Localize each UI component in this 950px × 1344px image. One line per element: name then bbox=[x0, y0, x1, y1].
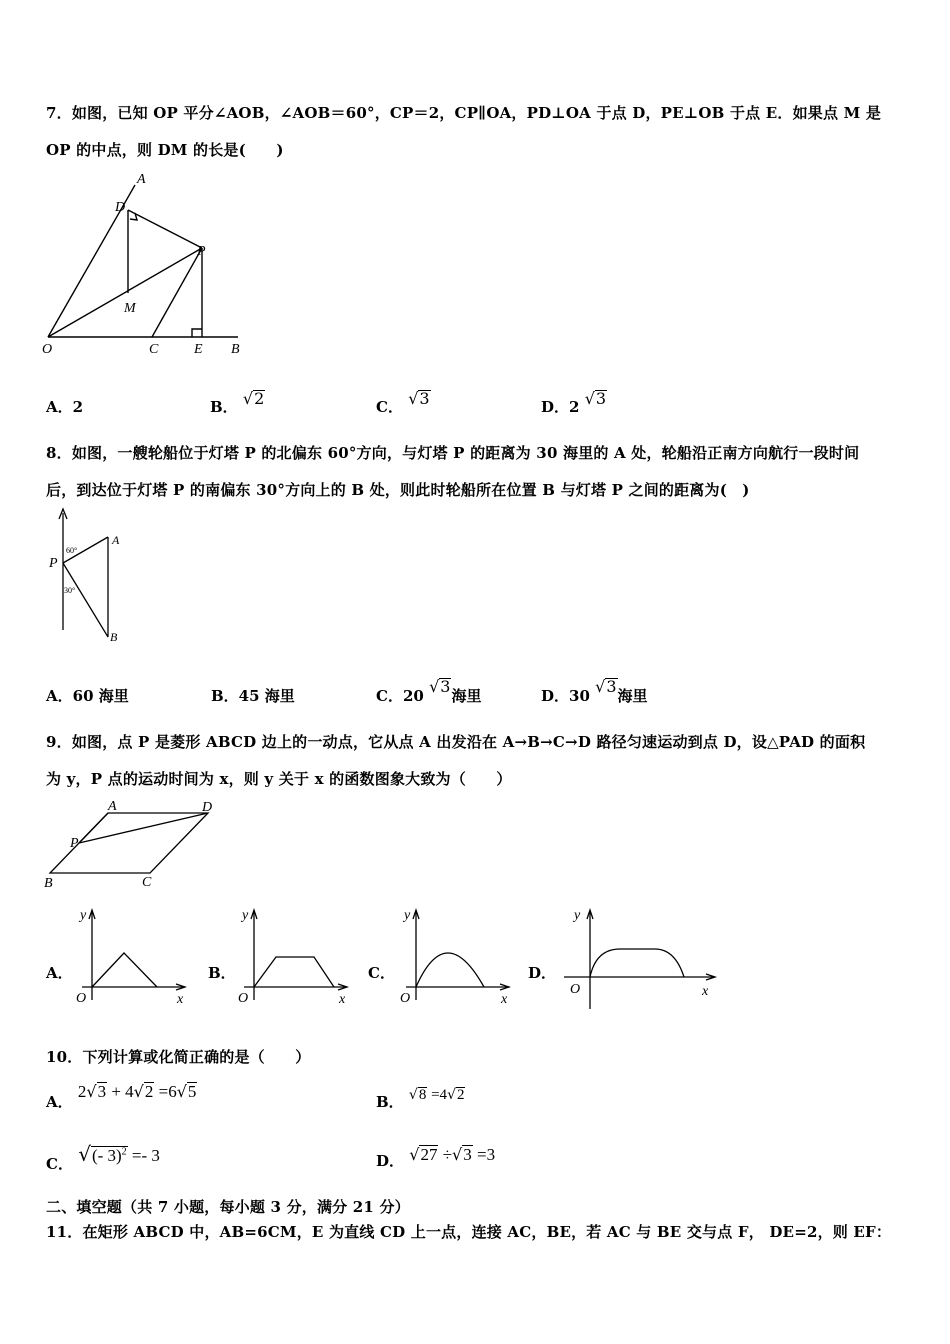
sqrt-symbol: √ bbox=[176, 1082, 187, 1101]
radicand: 3 bbox=[440, 677, 451, 696]
coefficient: 2 bbox=[569, 398, 580, 416]
origin-label: O bbox=[238, 991, 249, 1006]
x-label: x bbox=[177, 992, 184, 1007]
label-d: D bbox=[202, 800, 213, 815]
radicand: 3 bbox=[463, 1145, 472, 1164]
label-a: A bbox=[108, 799, 117, 814]
segment-pb bbox=[63, 563, 108, 637]
option-label: C． bbox=[46, 1155, 73, 1173]
q11-stem: 11．在矩形 ABCD 中，AB=6CM，E 为直线 CD 上一点，连接 AC，BE，若 AC 与 BE 交与点 F， DE=2，则 EF： bbox=[46, 1223, 892, 1241]
q8-stem-line2: 后，到达位于灯塔 P 的南偏东 30°方向上的 B 处，则此时轮船所在位置 B 与灯塔 P 之间的距离为( ) bbox=[46, 481, 750, 499]
y-label: y bbox=[242, 908, 249, 923]
segment-cp bbox=[152, 248, 202, 337]
exponent: 2 bbox=[121, 1146, 127, 1158]
option-label: B． bbox=[210, 398, 238, 416]
option-label: B． bbox=[376, 1093, 404, 1111]
x-label: x bbox=[339, 992, 346, 1007]
option-label: A． bbox=[46, 398, 73, 416]
radicand: 8 bbox=[418, 1087, 427, 1103]
radicand: 2 bbox=[144, 1082, 154, 1101]
label-b: B bbox=[110, 630, 118, 644]
radicand: 2 bbox=[254, 389, 265, 408]
origin-label: O bbox=[400, 991, 411, 1006]
q10-option-c[interactable] bbox=[46, 1142, 160, 1173]
sqrt-symbol: √ bbox=[595, 677, 606, 696]
q9-stem-line2: 为 y，P 点的运动时间为 x，则 y 关于 x 的函数图象大致为（ ） bbox=[46, 770, 512, 788]
label-m: M bbox=[124, 301, 136, 316]
q7-figure bbox=[40, 165, 255, 360]
segment-op bbox=[48, 248, 202, 337]
q9-rhombus-figure bbox=[40, 795, 225, 895]
sqrt-symbol: √ bbox=[429, 677, 440, 696]
option-label: D． bbox=[541, 398, 570, 416]
option-label: C．20 bbox=[376, 687, 424, 705]
x-label: x bbox=[501, 992, 508, 1007]
graph-curve bbox=[416, 953, 484, 987]
q9-option-c[interactable]: C． bbox=[368, 964, 395, 982]
y-label: y bbox=[80, 908, 87, 923]
sqrt-symbol: √ bbox=[78, 1142, 91, 1166]
sqrt-symbol: √ bbox=[133, 1082, 144, 1101]
label-c: C bbox=[149, 342, 159, 357]
label-a: A bbox=[137, 172, 146, 187]
origin-label: O bbox=[76, 991, 87, 1006]
q7-option-c[interactable] bbox=[376, 388, 431, 416]
radicand: 3 bbox=[595, 389, 607, 408]
label-d: D bbox=[115, 200, 126, 215]
q8-stem-line1: 8．如图，一艘轮船位于灯塔 P 的北偏东 60°方向，与灯塔 P 的距离为 30 海里的 A 处，轮船沿正南方向航行一段时间 bbox=[46, 444, 860, 462]
y-label: y bbox=[574, 908, 581, 923]
label-a: A bbox=[112, 533, 120, 547]
graph-curve bbox=[92, 953, 157, 987]
graph-curve bbox=[590, 949, 684, 977]
option-label: A． bbox=[46, 1093, 73, 1111]
label-b: B bbox=[231, 342, 240, 357]
segment-pd bbox=[79, 813, 208, 843]
sqrt-symbol: √ bbox=[447, 1087, 456, 1103]
q9-option-d[interactable]: D． bbox=[528, 964, 557, 982]
radicand bbox=[91, 1146, 128, 1165]
divide: ÷ bbox=[438, 1145, 453, 1164]
q7-stem-line2: OP 的中点，则 DM 的长是( ) bbox=[46, 141, 284, 159]
sqrt-symbol: √ bbox=[408, 1087, 418, 1103]
angle-label-30: 30° bbox=[64, 586, 76, 595]
coefficient: 2 bbox=[77, 1082, 87, 1101]
right-angle-d bbox=[130, 213, 137, 220]
q9-option-b[interactable]: B． bbox=[208, 964, 236, 982]
q9-stem-line1: 9．如图，点 P 是菱形 ABCD 边上的一动点，它从点 A 出发沿在 A→B→C→D 路径匀速运动到点 D，设△PAD 的面积 bbox=[46, 733, 866, 751]
q8-option-d[interactable] bbox=[541, 676, 648, 705]
x-label: x bbox=[702, 984, 709, 999]
label-e: E bbox=[194, 342, 203, 357]
graph-curve bbox=[254, 957, 334, 987]
radicand: 5 bbox=[187, 1082, 197, 1101]
q10-option-a[interactable] bbox=[46, 1081, 197, 1111]
label-c: C bbox=[142, 875, 152, 890]
label-o: O bbox=[42, 342, 53, 357]
y-label: y bbox=[404, 908, 411, 923]
radicand: 2 bbox=[456, 1087, 465, 1103]
radicand: 3 bbox=[97, 1082, 107, 1101]
label-p: P bbox=[49, 556, 58, 571]
section-heading: 二、填空题（共 7 小题，每小题 3 分，满分 21 分） bbox=[46, 1198, 410, 1216]
segment-pa bbox=[79, 813, 108, 843]
q7-option-a[interactable] bbox=[46, 396, 83, 417]
q9-graph-a bbox=[70, 905, 190, 1010]
q8-option-c[interactable] bbox=[376, 676, 482, 705]
option-value: 2 bbox=[72, 398, 84, 416]
sqrt-symbol: √ bbox=[242, 389, 254, 408]
q8-option-a[interactable]: A．60 海里 bbox=[46, 687, 129, 705]
q10-option-d[interactable] bbox=[376, 1144, 496, 1170]
label-p: P bbox=[70, 836, 79, 851]
right-angle-e bbox=[192, 329, 202, 337]
sqrt-symbol: √ bbox=[86, 1082, 97, 1101]
q8-option-b[interactable]: B．45 海里 bbox=[211, 687, 295, 705]
q8-figure bbox=[44, 505, 134, 645]
radicand-base: (- 3) bbox=[91, 1146, 122, 1165]
equals: =3 bbox=[472, 1145, 496, 1164]
q10-option-b[interactable] bbox=[376, 1083, 465, 1111]
option-label: D． bbox=[376, 1152, 405, 1170]
q9-option-a[interactable]: A． bbox=[46, 964, 73, 982]
origin-label: O bbox=[570, 982, 581, 997]
unit: 海里 bbox=[617, 687, 648, 705]
option-label: C． bbox=[376, 398, 403, 416]
q9-graph-d bbox=[560, 905, 720, 1015]
q7-option-b[interactable] bbox=[210, 388, 265, 416]
segment-pd bbox=[128, 210, 202, 248]
q9-graph-b bbox=[232, 905, 352, 1010]
sqrt-symbol: √ bbox=[452, 1145, 463, 1164]
q10-stem: 10．下列计算或化简正确的是（ ） bbox=[46, 1048, 311, 1066]
equals: =6 bbox=[154, 1082, 177, 1101]
equals: =- 3 bbox=[127, 1146, 160, 1165]
sqrt-symbol: √ bbox=[408, 389, 419, 408]
label-p: P bbox=[197, 244, 206, 259]
sqrt-symbol: √ bbox=[409, 1145, 420, 1164]
option-label: D．30 bbox=[541, 687, 590, 705]
radicand: 27 bbox=[420, 1145, 438, 1164]
equals: =4 bbox=[427, 1087, 448, 1103]
radicand: 3 bbox=[419, 389, 430, 408]
label-b: B bbox=[44, 876, 53, 891]
operator: + 4 bbox=[107, 1082, 134, 1101]
angle-label-60: 60° bbox=[66, 546, 78, 555]
q9-graph-c bbox=[394, 905, 514, 1010]
unit: 海里 bbox=[451, 687, 482, 705]
q7-stem-line1: 7．如图，已知 OP 平分∠AOB，∠AOB＝60°，CP＝2，CP∥OA，PD⊥OA 于点 D，PE⊥OB 于点 E．如果点 M 是 bbox=[46, 104, 882, 122]
sqrt-symbol: √ bbox=[584, 389, 595, 408]
q7-option-d[interactable] bbox=[541, 388, 607, 416]
radicand: 3 bbox=[606, 677, 617, 696]
